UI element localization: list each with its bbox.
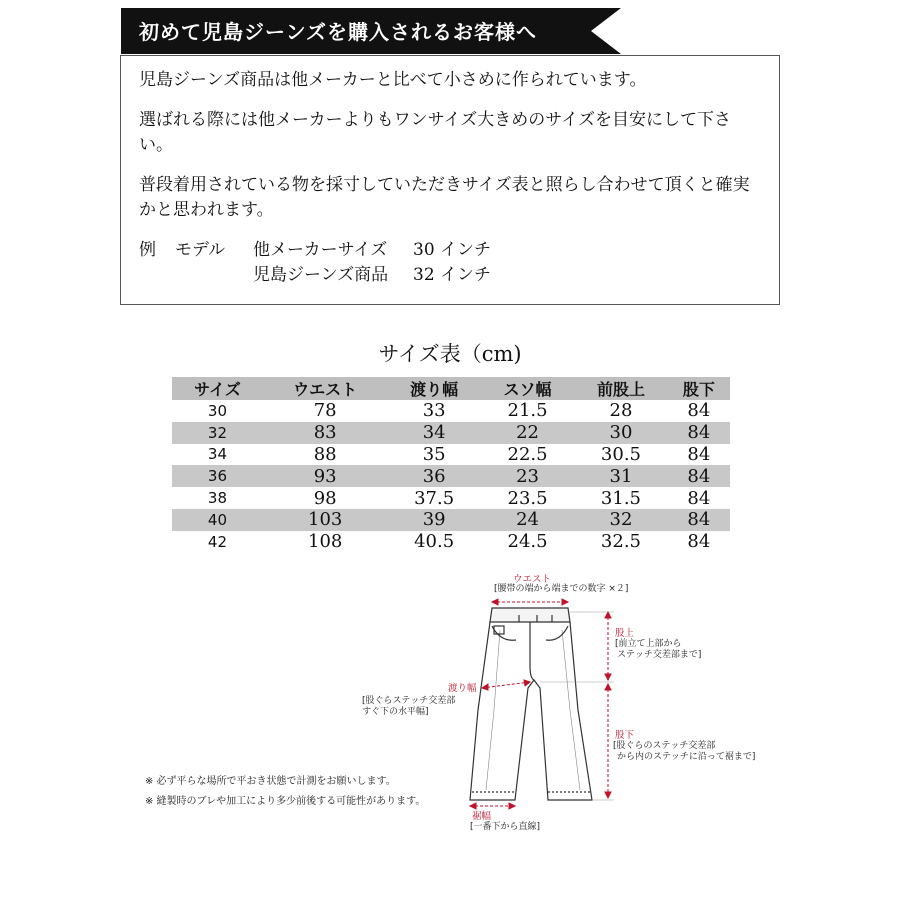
size-table-cell: 22.5 — [507, 443, 548, 465]
size-table-cell: 21.5 — [507, 400, 548, 422]
size-table-cell: 93 — [263, 465, 388, 487]
size-table-cell: 32 — [172, 422, 263, 444]
size-table-cell: 23 — [481, 465, 574, 487]
note-variance: ※ 縫製時のブレや加工により多少前後する可能性があります。 — [145, 796, 426, 807]
inseam-desc-1: [股ぐらのステッチ交差部 — [613, 741, 716, 751]
size-table-cell: 84 — [687, 400, 711, 422]
size-table-cell: 31 — [574, 465, 667, 487]
size-table-cell: 28 — [609, 400, 633, 422]
size-table-body — [172, 400, 730, 553]
thigh-desc-1: [股ぐらステッチ交差部 — [362, 696, 456, 706]
size-table-cell: 30 — [207, 401, 227, 420]
hem-title: 裾幅 — [472, 811, 492, 822]
size-table-cell: 22 — [481, 422, 574, 444]
notice-paragraph-3: 普段着用されている物を採寸していただきサイズ表と照らし合わせて頂くと確実かと思われます。 — [139, 175, 750, 220]
size-table-cell: 40.5 — [414, 531, 455, 553]
size-table-cell: 23.5 — [507, 487, 548, 509]
size-table-cell: 38 — [207, 489, 227, 508]
example-kojima-label: 児島ジーンズ商品 — [253, 265, 389, 285]
size-table-cell: 40 — [172, 509, 263, 531]
example-model: モデル — [175, 240, 226, 260]
size-table-cell: 84 — [687, 487, 711, 509]
note-flat-measure: ※ 必ず平らな場所で平おき状態で計測をお願いします。 — [145, 776, 396, 787]
size-table-header-cell: 渡り幅 — [387, 377, 480, 400]
size-table-cell: 84 — [668, 509, 730, 531]
example-other-value: 30 インチ — [413, 240, 492, 260]
size-table-cell: 98 — [313, 487, 337, 509]
thigh-desc-2: すぐ下の水平幅] — [362, 707, 429, 717]
size-table-row — [172, 444, 730, 466]
size-table-row — [172, 487, 730, 509]
size-table-header-cell: 股下 — [668, 377, 730, 400]
size-table — [172, 377, 730, 553]
size-table-row — [172, 509, 730, 531]
size-table-cell: 37.5 — [414, 487, 455, 509]
size-table-header — [172, 377, 730, 400]
size-table-cell: 33 — [422, 400, 446, 422]
size-table-cell: 88 — [313, 443, 337, 465]
size-table-cell: 35 — [422, 443, 446, 465]
size-table-cell: 83 — [263, 422, 388, 444]
size-table-cell: 30 — [574, 422, 667, 444]
size-table-cell: 36 — [387, 465, 480, 487]
size-table-cell: 103 — [263, 509, 388, 531]
size-table-cell: 78 — [313, 400, 337, 422]
size-table-cell: 36 — [172, 465, 263, 487]
size-table-cell: 31.5 — [600, 487, 641, 509]
inseam-desc-2: から内のステッチに沿って裾まで] — [617, 752, 756, 762]
example-kojima-value: 32 インチ — [413, 265, 492, 285]
size-table-cell: 34 — [207, 445, 227, 464]
waist-title: ウエスト — [513, 574, 552, 585]
waist-desc: [腰帯の端から端までの数字 ×２] — [494, 584, 629, 594]
example-label: 例 — [139, 240, 156, 260]
size-table-cell: 84 — [668, 422, 730, 444]
size-table-row — [172, 531, 730, 553]
size-table-row — [172, 465, 730, 487]
size-table-cell: 39 — [387, 509, 480, 531]
size-table-header-cell: サイズ — [172, 377, 263, 400]
size-example — [139, 238, 761, 288]
size-table-cell: 84 — [687, 443, 711, 465]
size-table-header-cell: スソ幅 — [481, 377, 574, 400]
header-banner — [121, 8, 621, 54]
rise-desc-2: ステッチ交差部まで] — [617, 650, 702, 660]
rise-desc-1: [前立て上部から — [615, 639, 682, 649]
size-table-row — [172, 422, 730, 444]
hem-desc: [一番下から直線] — [470, 822, 541, 832]
size-table-cell: 32.5 — [600, 531, 641, 553]
size-table-cell: 42 — [207, 532, 227, 551]
banner-title: 初めて児島ジーンズを購入されるお客様へ — [139, 20, 537, 44]
inseam-title: 股下 — [615, 730, 635, 741]
size-table-header-cell: ウエスト — [263, 377, 388, 400]
size-table-header-cell: 前股上 — [574, 377, 667, 400]
size-table-row — [172, 400, 730, 422]
notice-paragraph-2: 選ばれる際には他メーカーよりもワンサイズ大きめのサイズを目安にして下さい。 — [139, 110, 731, 155]
thigh-title: 渡り幅 — [448, 683, 477, 694]
size-table-cell: 108 — [308, 531, 343, 553]
size-table-cell: 34 — [387, 422, 480, 444]
jeans-illustration — [0, 570, 900, 850]
size-table-cell: 24.5 — [507, 531, 548, 553]
size-table-title: サイズ表（cm) — [378, 342, 522, 366]
rise-title: 股上 — [615, 628, 635, 639]
size-table-cell: 84 — [687, 531, 711, 553]
notice-box — [120, 55, 780, 305]
size-table-cell: 24 — [481, 509, 574, 531]
measurement-diagram — [0, 570, 900, 850]
size-table-cell: 84 — [668, 465, 730, 487]
size-table-cell: 32 — [574, 509, 667, 531]
size-table-cell: 30.5 — [600, 443, 641, 465]
example-other-label: 他メーカーサイズ — [253, 240, 388, 260]
notice-paragraph-1: 児島ジーンズ商品は他メーカーと比べて小さめに作られています。 — [139, 70, 647, 90]
